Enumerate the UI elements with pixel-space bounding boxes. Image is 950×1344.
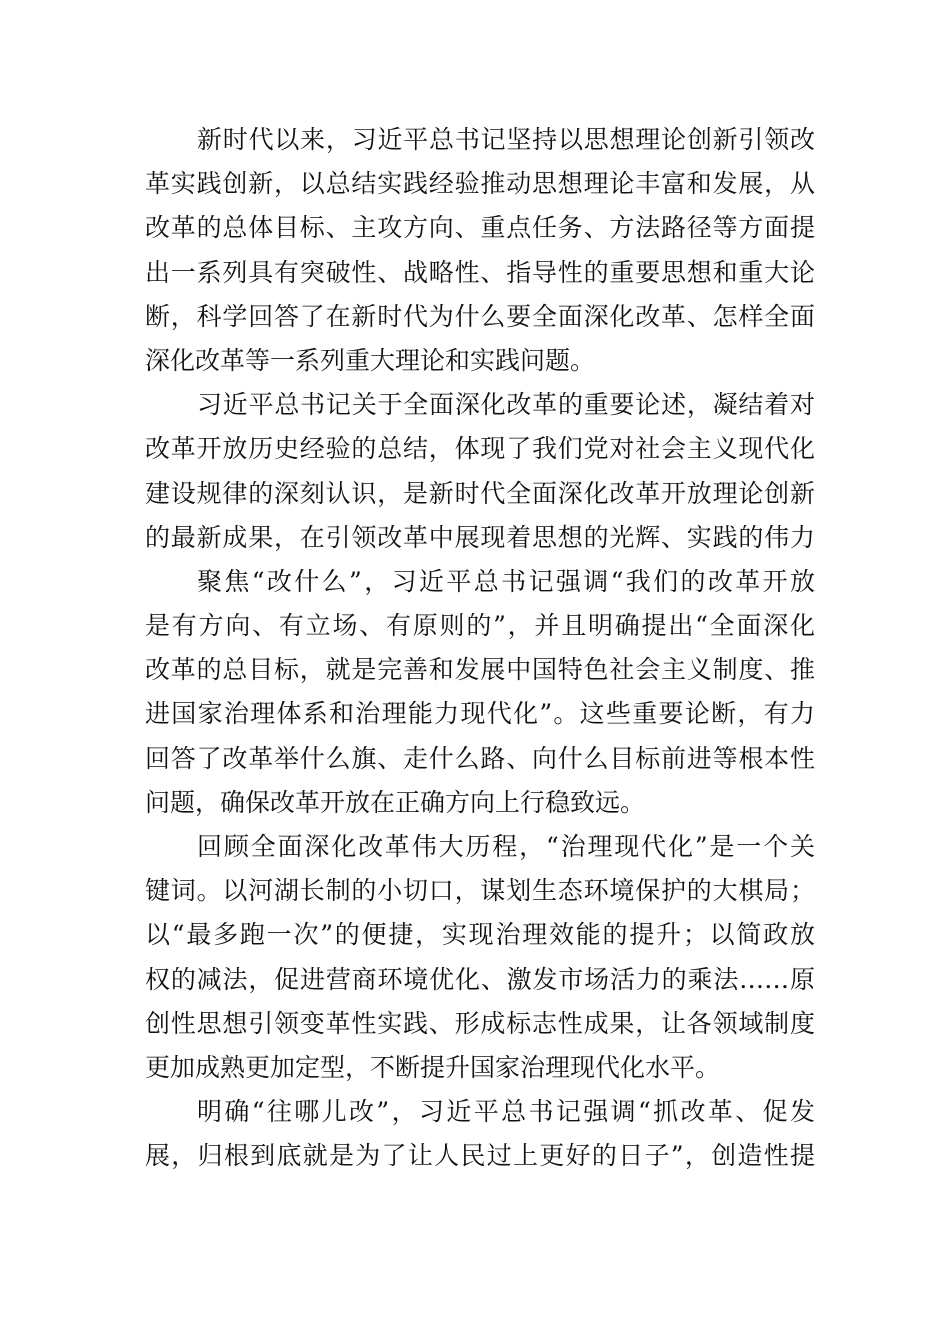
text-line: 的最新成果，在引领改革中展现着思想的光辉、实践的伟力 <box>145 522 815 552</box>
text-line: 展，归根到底就是为了让人民过上更好的日子”，创造性提 <box>145 1141 815 1171</box>
paragraph <box>145 1090 815 1178</box>
text-line: 改革的总目标，就是完善和发展中国特色社会主义制度、推 <box>145 655 815 685</box>
text-line: 聚焦“改什么”，习近平总书记强调“我们的改革开放 <box>197 566 815 596</box>
text-line: 回答了改革举什么旗、走什么路、向什么目标前进等根本性 <box>145 743 815 773</box>
text-line: 改革开放历史经验的总结，体现了我们党对社会主义现代化 <box>145 434 815 464</box>
text-line: 问题，确保改革开放在正确方向上行稳致远。 <box>145 787 646 817</box>
paragraph <box>145 118 815 383</box>
text-line: 建设规律的深刻认识，是新时代全面深化改革开放理论创新 <box>145 478 815 508</box>
text-line: 新时代以来，习近平总书记坚持以思想理论创新引领改 <box>197 125 815 154</box>
text-line: 创性思想引领变革性实践、形成标志性成果，让各领域制度 <box>145 1008 815 1038</box>
document-body <box>145 118 815 1179</box>
text-line: 进国家治理体系和治理能力现代化”。这些重要论断，有力 <box>145 699 815 729</box>
text-line: 出一系列具有突破性、战略性、指导性的重要思想和重大论 <box>145 257 815 287</box>
text-line: 以“最多跑一次”的便捷，实现治理效能的提升；以简政放 <box>145 920 815 950</box>
text-line: 更加成熟更加定型，不断提升国家治理现代化水平。 <box>145 1052 721 1082</box>
text-line: 习近平总书记关于全面深化改革的重要论述，凝结着对 <box>197 390 815 420</box>
text-line: 回顾全面深化改革伟大历程，“治理现代化”是一个关 <box>197 832 815 861</box>
text-line: 革实践创新，以总结实践经验推动思想理论丰富和发展，从 <box>145 169 815 199</box>
text-line: 断，科学回答了在新时代为什么要全面深化改革、怎样全面 <box>145 301 815 331</box>
paragraph <box>145 383 815 560</box>
paragraph <box>145 825 815 1090</box>
paragraph <box>145 560 815 825</box>
text-line: 权的减法，促进营商环境优化、激发市场活力的乘法……原 <box>145 964 815 994</box>
text-line: 是有方向、有立场、有原则的”，并且明确提出“全面深化 <box>145 611 815 641</box>
text-line: 键词。以河湖长制的小切口，谋划生态环境保护的大棋局； <box>145 876 815 906</box>
text-line: 改革的总体目标、主攻方向、重点任务、方法路径等方面提 <box>145 213 815 243</box>
text-line: 深化改革等一系列重大理论和实践问题。 <box>145 345 596 375</box>
text-line: 明确“往哪儿改”，习近平总书记强调“抓改革、促发 <box>197 1097 815 1127</box>
